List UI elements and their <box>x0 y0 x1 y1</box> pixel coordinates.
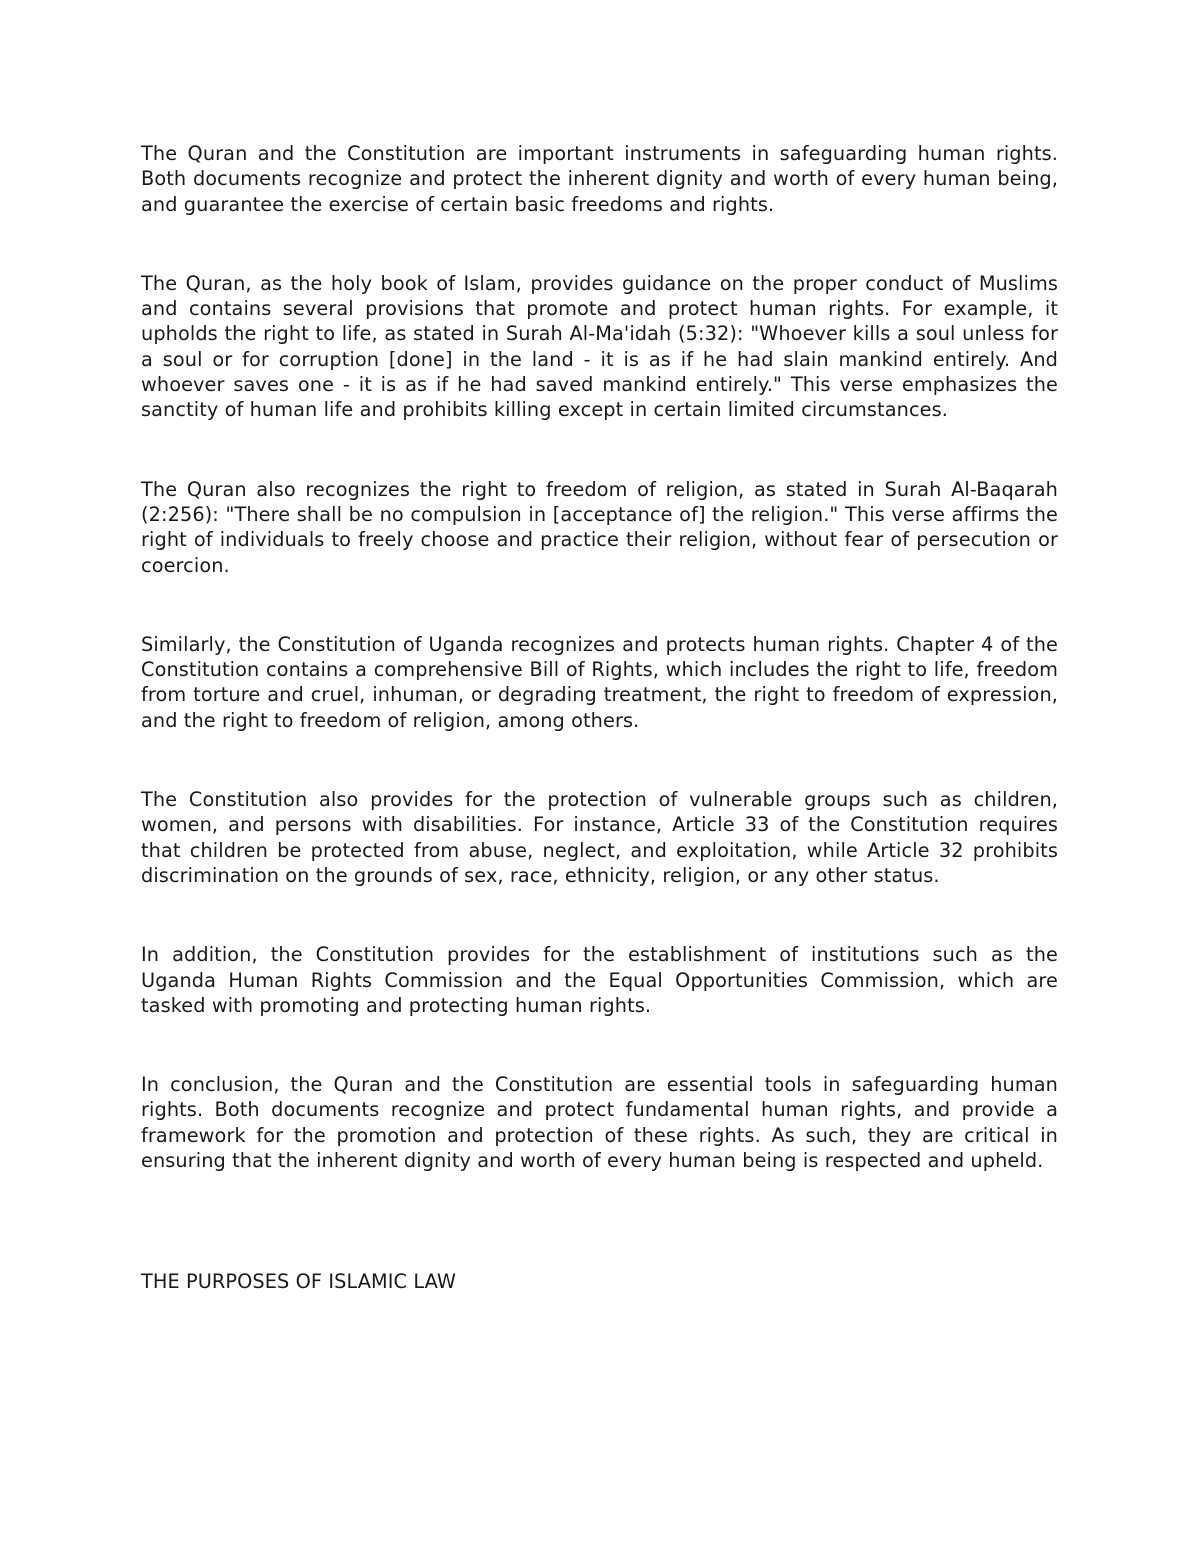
section-heading: THE PURPOSES OF ISLAMIC LAW <box>141 1270 457 1294</box>
paragraph-freedom-of-religion: The Quran also recognizes the right to freedom of religion, as stated in Surah Al-Baqarah (2:256): "There shall be no compulsion in [acceptance of] the religion." This verse affirms the right of individuals to freely choose and practice their religion, without fear of persecution or coercion. <box>141 477 1058 577</box>
paragraph-vulnerable-groups: The Constitution also provides for the protection of vulnerable groups such as children, women, and persons with disabilities. For instance, Article 33 of the Constitution requires that children be protected from abuse, neglect, and exploitation, while Article 32 prohibits discrimination on the grounds of sex, race, ethnicity, religion, or any other status. <box>141 788 1058 887</box>
paragraph-conclusion: In conclusion, the Quran and the Constitution are essential tools in safeguarding human rights. Both documents recognize and protect fundamental human rights, and provide a framework for the promotion and protection of these rights. As such, they are critical in ensuring that the inherent dignity and worth of every human being is respected and upheld. <box>141 1073 1058 1173</box>
paragraph-constitution-of-uganda: Similarly, the Constitution of Uganda recognizes and protects human rights. Chapter 4 of the Constitution contains a comprehensive Bill of Rights, which includes the right to life, freedom from torture and cruel, inhuman, or degrading treatment, the right to freedom of expression, and the right to freedom of religion, among others. <box>141 632 1058 732</box>
paragraph-right-to-life: The Quran, as the holy book of Islam, provides guidance on the proper conduct of Muslims and contains several provisions that promote and protect human rights. For example, it upholds the right to life, as stated in Surah Al-Ma'idah (5:32): "Whoever kills a soul unless for a soul or for corruption [done] in the land - it is as if he had slain mankind entirely. And whoever saves one - it is as if he had saved mankind entirely." This verse emphasizes the sanctity of human life and prohibits killing except in certain limited circumstances. <box>141 271 1058 422</box>
paragraph-introduction: The Quran and the Constitution are important instruments in safeguarding human rights. Both documents recognize and protect the inherent dignity and worth of every human being, and guarantee the exercise of certain basic freedoms and rights. <box>141 142 1058 216</box>
document-body <box>141 141 1058 1295</box>
paragraph-institutions: In addition, the Constitution provides for the establishment of institutions such as the Uganda Human Rights Commission and the Equal Opportunities Commission, which are tasked with promoting and protecting human rights. <box>141 943 1058 1017</box>
